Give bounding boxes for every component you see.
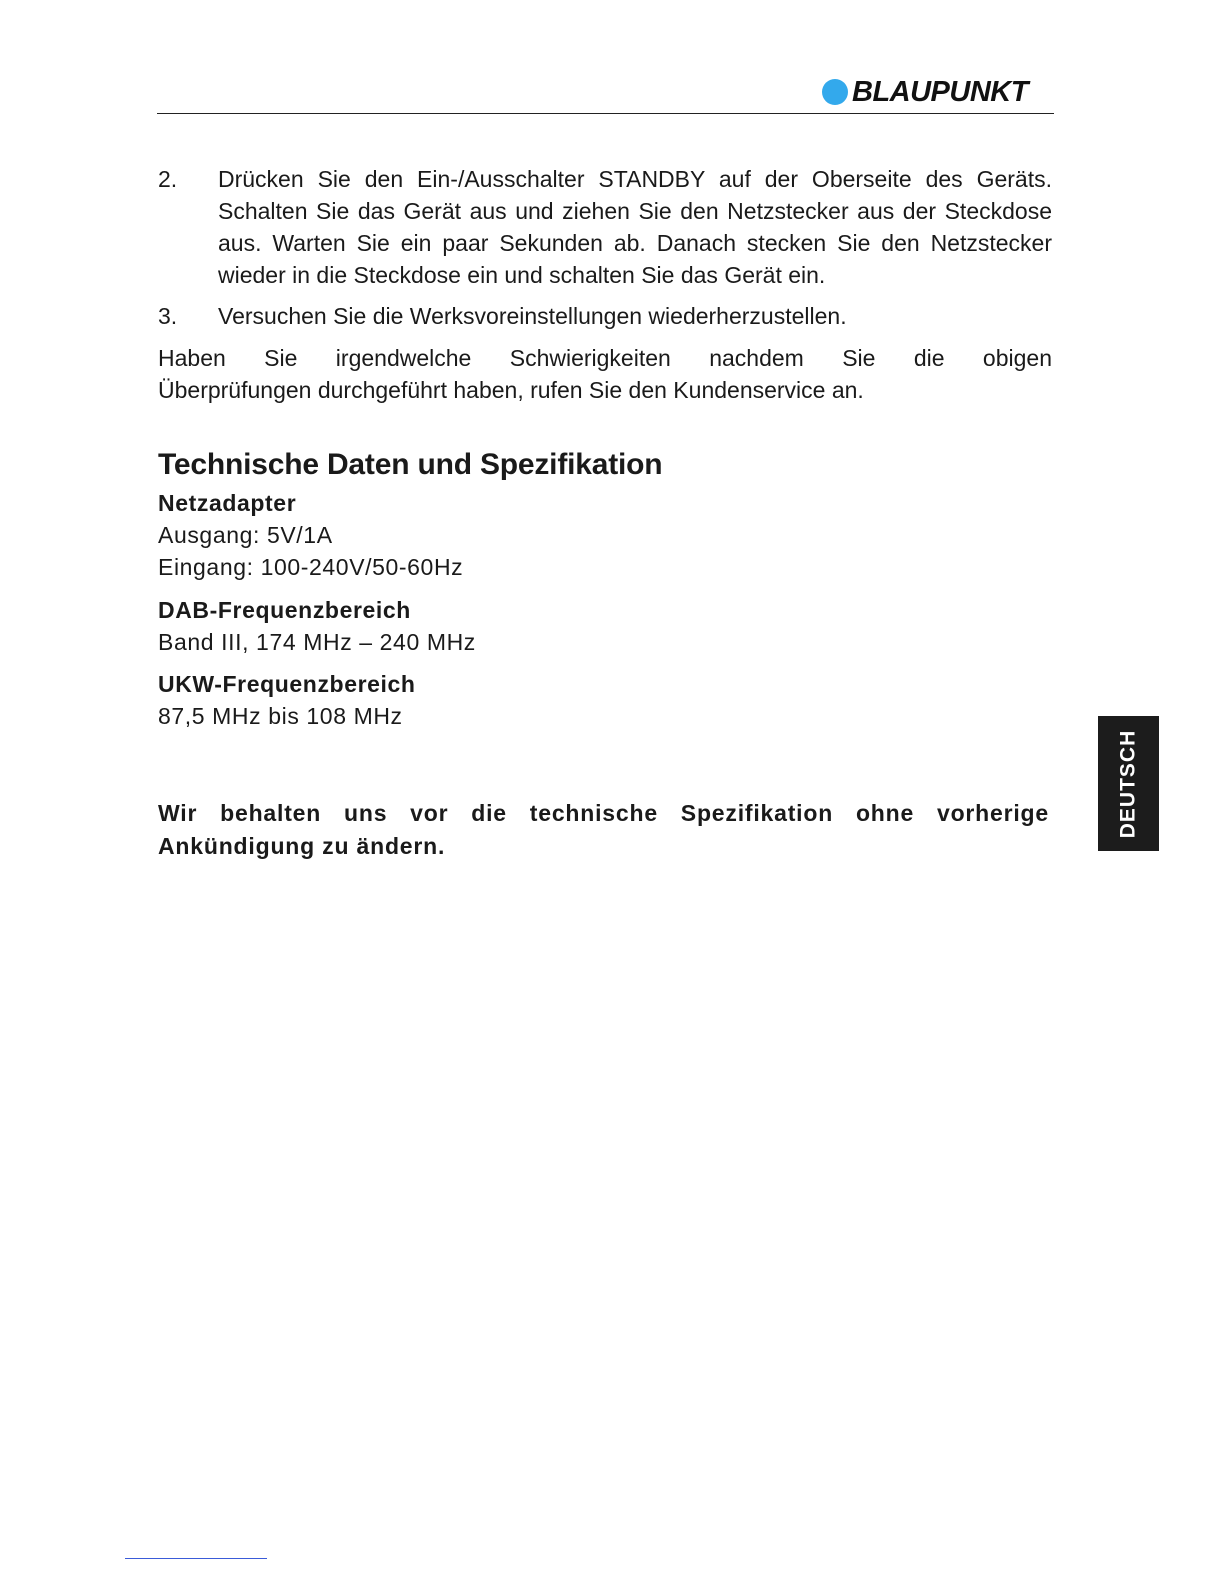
- spec-value: 87,5 MHz bis 108 MHz: [158, 703, 403, 729]
- list-item-text: Versuchen Sie die Werksvoreinstellungen wiederherzustellen.: [218, 303, 847, 329]
- list-item-number: 2.: [158, 166, 178, 192]
- spec-value: Ausgang: 5V/1A: [158, 522, 333, 548]
- list-item-number: 3.: [158, 303, 178, 329]
- spec-heading: Netzadapter: [158, 490, 297, 516]
- spec-block-adapter: [158, 487, 463, 583]
- disclaimer-line: Wir behalten uns vor die technische Spezifikation ohne vorherige: [158, 800, 1049, 826]
- disclaimer: [158, 797, 1049, 863]
- brand-name: BLAUPUNKT: [852, 75, 1028, 108]
- language-tab-label: DEUTSCH: [1116, 729, 1140, 838]
- list-item-text: Drücken Sie den Ein-/Ausschalter STANDBY auf der Oberseite des Geräts. Schalten Sie das Gerät aus und ziehen Sie den Netzstecker aus der Steckdose aus. Warten Sie ein paar Sekunden ab. Danach stecken Sie den Netzstecker wieder in die Steckdose ein und schalten Sie das Gerät ein.: [218, 166, 1052, 288]
- support-paragraph-line: Überprüfungen durchgeführt haben, rufen Sie den Kundenservice an.: [158, 377, 864, 403]
- language-tab: [1098, 716, 1159, 851]
- spec-heading: UKW-Frequenzbereich: [158, 671, 416, 697]
- spec-value: Eingang: 100-240V/50-60Hz: [158, 554, 464, 580]
- disclaimer-line: Ankündigung zu ändern.: [158, 833, 446, 859]
- list-item: [158, 300, 1052, 332]
- spec-block-dab: [158, 594, 476, 658]
- support-paragraph-line: Haben Sie irgendwelche Schwierigkeiten nachdem Sie die obigen: [158, 345, 1052, 371]
- support-paragraph: [158, 342, 1052, 406]
- brand-dot-icon: [822, 79, 848, 105]
- section-title: Technische Daten und Spezifikation: [158, 448, 663, 481]
- spec-heading: DAB-Frequenzbereich: [158, 597, 411, 623]
- footer-divider: [125, 1558, 267, 1559]
- list-item: [158, 163, 1052, 291]
- spec-block-ukw: [158, 668, 416, 732]
- brand-logo: [822, 74, 1028, 110]
- spec-value: Band III, 174 MHz – 240 MHz: [158, 629, 476, 655]
- header-divider: [157, 113, 1054, 114]
